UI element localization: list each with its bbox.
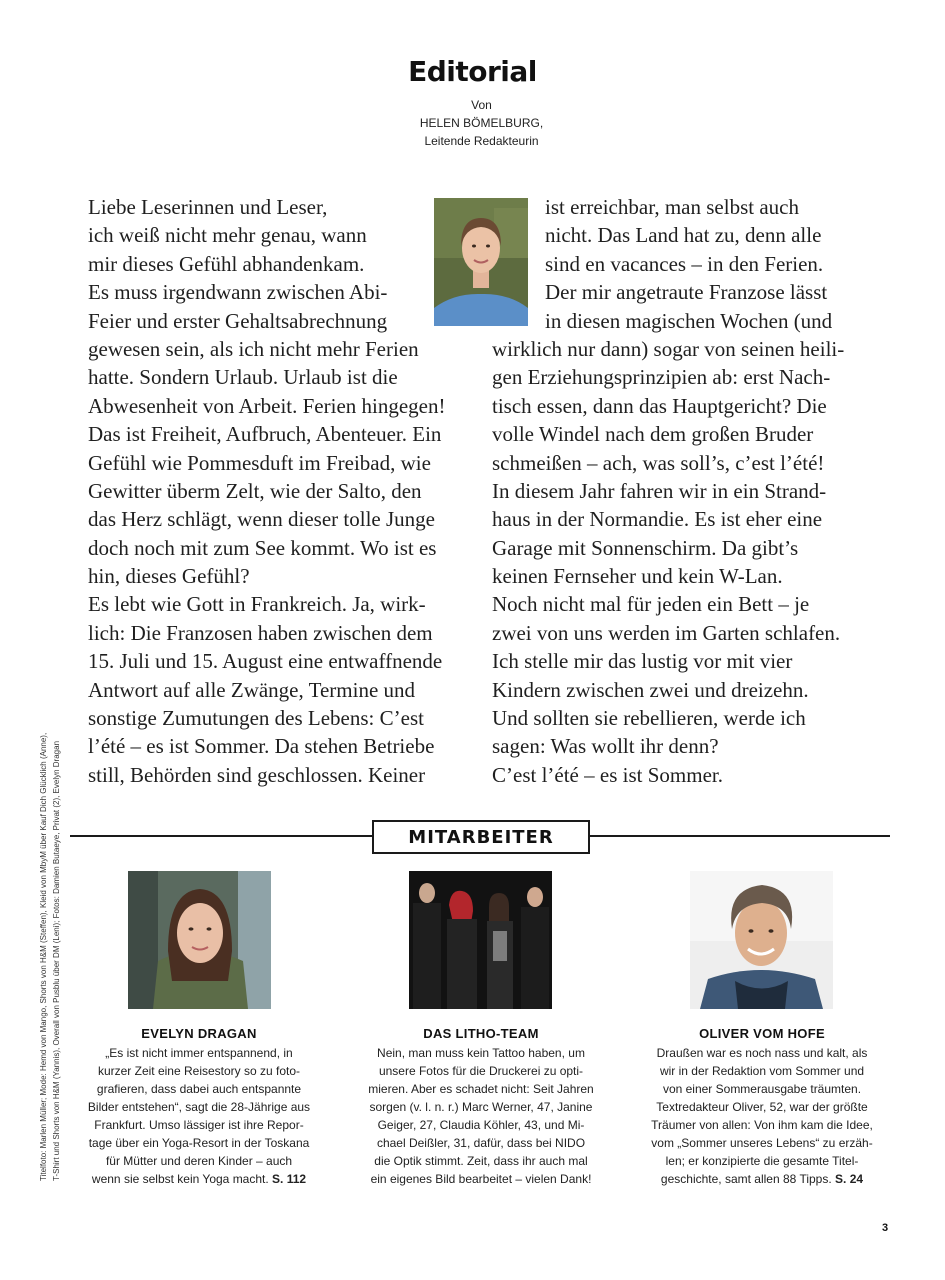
editorial-text-line: Abwesenheit von Arbeit. Ferien hingegen!: [88, 393, 446, 418]
contributor-text-line: vom „Sommer unseres Lebens“ zu erzäh-: [651, 1136, 873, 1150]
editorial-text-line: mir dieses Gefühl abhandenkam.: [88, 251, 365, 276]
contributor-text-line: Bilder entstehen“, sagt die 28-Jährige aus: [87, 1100, 311, 1114]
editorial-text-line: Antwort auf alle Zwänge, Termine und: [88, 677, 416, 702]
contributor-text-line: mieren. Aber es schadet nicht: Seit Jahren: [368, 1082, 594, 1096]
editorial-text-line: Gefühl wie Pommesduft im Freibad, wie: [88, 450, 431, 475]
contributor-text-line: kurzer Zeit eine Reisestory so zu foto-: [97, 1064, 301, 1078]
editorial-text-line: das Herz schlägt, wenn dieser tolle Junge: [88, 507, 435, 532]
editorial-text-line: gewesen sein, als ich nicht mehr Ferien: [88, 336, 419, 361]
editorial-text-line: schmeißen – ach, was soll’s, c’est l’été!: [492, 450, 825, 475]
editorial-text-line: gen Erziehungsprinzipien ab: erst Nach-: [492, 365, 831, 390]
editorial-text-line: C’est l’été – es ist Sommer.: [492, 762, 723, 787]
page-title: Editorial: [408, 55, 537, 88]
editor-portrait-photo: [434, 198, 528, 326]
contributor-text-line: Nein, man muss kein Tattoo haben, um: [377, 1046, 585, 1060]
editorial-text-line: sonstige Zumutungen des Lebens: C’est: [88, 706, 424, 731]
editorial-text-line: Das ist Freiheit, Aufbruch, Abenteuer. Ein: [88, 422, 442, 447]
contributor-text-line: Geiger, 27, Claudia Köhler, 43, und Mi-: [377, 1118, 585, 1132]
contributor-text-line: Textredakteur Oliver, 52, war der größte: [656, 1100, 868, 1114]
section-rule-left: [70, 835, 372, 837]
page-reference: S. 112: [272, 1172, 307, 1186]
contributor-photo-litho-team: [409, 871, 552, 1009]
contributor-text-line: chael Deißler, 31, dafür, dass bei NIDO: [376, 1136, 586, 1150]
editorial-text-line: Liebe Leserinnen und Leser,: [88, 195, 328, 219]
editorial-left-column: [88, 193, 446, 789]
contributor-text-line: wir in der Redaktion vom Sommer und: [659, 1064, 865, 1078]
editorial-right-column: [492, 193, 844, 789]
contributor-text-line: sorgen (v. l. n. r.) Marc Werner, 47, Janine: [369, 1100, 593, 1114]
contributor-text-line: von einer Sommerausgabe träumten.: [662, 1082, 862, 1096]
contributor-name: EVELYN DRAGAN: [141, 1026, 257, 1041]
contributor-text-line: die Optik stimmt. Zeit, dass ihr auch mal: [374, 1154, 588, 1168]
contributor-text-line: geschichte, samt allen 88 Tipps.: [660, 1172, 832, 1186]
contributor-text-line: Frankfurt. Umso lässiger ist ihre Repor-: [94, 1118, 304, 1132]
contributor-photo-oliver-vom-hofe: [690, 871, 833, 1009]
editorial-text-line: nicht. Das Land hat zu, denn alle: [545, 223, 822, 248]
editorial-text-line: 15. Juli und 15. August eine entwaffnende: [88, 649, 443, 674]
editorial-text-line: Feier und erster Gehaltsabrechnung: [88, 308, 388, 333]
editorial-text-line: In diesem Jahr fahren wir in ein Strand-: [492, 478, 827, 503]
photo-credits-line: T-Shirt und Shorts von H&M (Yannis), Overall von Pusblu über DM (Leni); Fotos: Damien Butaeye, Privat (2), Evelyn Dragan: [52, 740, 61, 1181]
contributor-name: OLIVER VOM HOFE: [699, 1026, 825, 1041]
editorial-text-line: wirklich nur dann) sogar von seinen heili-: [492, 336, 845, 361]
contributor-evelyn-dragan: [64, 1025, 334, 1188]
editorial-text-line: Kindern zwischen zwei und dreizehn.: [492, 677, 809, 702]
editorial-text-line: ist erreichbar, man selbst auch: [545, 195, 799, 219]
editorial-text-line: still, Behörden sind geschlossen. Keiner: [88, 762, 426, 787]
editorial-text-line: zwei von uns werden im Garten schlafen.: [492, 620, 841, 645]
contributor-litho-team: [346, 1025, 616, 1188]
contributor-text-line: tage über ein Yoga-Resort in der Toskana: [88, 1136, 310, 1150]
editorial-text-line: Es muss irgendwann zwischen Abi-: [88, 280, 388, 305]
editorial-text-line: keinen Fernseher und kein W-Lan.: [492, 564, 783, 589]
contributor-oliver-vom-hofe: [627, 1025, 897, 1188]
editorial-text-line: hin, dieses Gefühl?: [88, 564, 250, 589]
byline-role: Leitende Redakteurin: [424, 134, 539, 148]
contributor-text-line: Draußen war es noch nass und kalt, als: [656, 1046, 868, 1060]
byline-von: Von: [471, 98, 492, 112]
editorial-text-line: sind en vacances – in den Ferien.: [545, 251, 824, 276]
byline: [0, 96, 945, 150]
editorial-text-line: Garage mit Sonnenschirm. Da gibt’s: [492, 535, 799, 560]
contributor-text-line: für Mütter und deren Kinder – auch: [105, 1154, 293, 1168]
editorial-text-line: Und sollten sie rebellieren, werde ich: [492, 706, 806, 731]
section-heading-mitarbeiter: MITARBEITER: [372, 820, 590, 854]
contributor-text-line: unsere Fotos für die Druckerei zu opti-: [378, 1064, 584, 1078]
contributor-text-line: grafieren, dass dabei auch entspannte: [96, 1082, 302, 1096]
editorial-text-line: lich: Die Franzosen haben zwischen dem: [88, 620, 433, 645]
page-reference: S. 24: [835, 1172, 864, 1186]
editorial-text-line: haus in der Normandie. Es ist eher eine: [492, 507, 823, 532]
editorial-text-line: sagen: Was wollt ihr denn?: [492, 734, 719, 759]
editorial-text-line: volle Windel nach dem großen Bruder: [492, 422, 814, 447]
editorial-text-line: tisch essen, dann das Hauptgericht? Die: [492, 393, 827, 418]
editorial-text-line: in diesen magischen Wochen (und: [545, 308, 833, 333]
byline-author: HELEN BÖMELBURG,: [419, 116, 544, 130]
contributor-photo-evelyn-dragan: [128, 871, 271, 1009]
editorial-text-line: ich weiß nicht mehr genau, wann: [88, 223, 367, 248]
editorial-text-line: Es lebt wie Gott in Frankreich. Ja, wirk-: [88, 592, 426, 617]
editorial-text-line: l’été – es ist Sommer. Da stehen Betriebe: [88, 734, 435, 759]
contributor-text-line: „Es ist nicht immer entspannend, in: [105, 1046, 293, 1060]
contributor-text-line: len; er konzipierte die gesamte Titel-: [665, 1154, 859, 1168]
photo-credits-line: Titelfoto: Marlen Müller; Mode: Hemd von Mango, Shorts von H&M (Steffen), Kleid von MbyM über Kauf Dich Glücklich (Anne),: [39, 732, 48, 1181]
editorial-text-line: doch noch mit zum See kommt. Wo ist es: [88, 535, 437, 560]
editorial-text-line: Gewitter überm Zelt, wie der Salto, den: [88, 478, 422, 503]
contributor-text-line: ein eigenes Bild bearbeitet – vielen Dank!: [370, 1172, 592, 1186]
editorial-text-line: Der mir angetraute Franzose lässt: [545, 280, 828, 305]
contributor-name: DAS LITHO-TEAM: [423, 1026, 539, 1041]
editorial-text-line: hatte. Sondern Urlaub. Urlaub ist die: [88, 365, 398, 390]
editorial-text-line: Ich stelle mir das lustig vor mit vier: [492, 649, 793, 674]
contributor-text-line: Träumer von allen: Von ihm kam die Idee,: [651, 1118, 873, 1132]
contributor-text-line: wenn sie selbst kein Yoga macht.: [91, 1172, 269, 1186]
section-rule-right: [590, 835, 890, 837]
editorial-text-line: Noch nicht mal für jeden ein Bett – je: [492, 592, 810, 617]
page-number: 3: [882, 1222, 889, 1234]
photo-credits: [37, 641, 63, 1181]
